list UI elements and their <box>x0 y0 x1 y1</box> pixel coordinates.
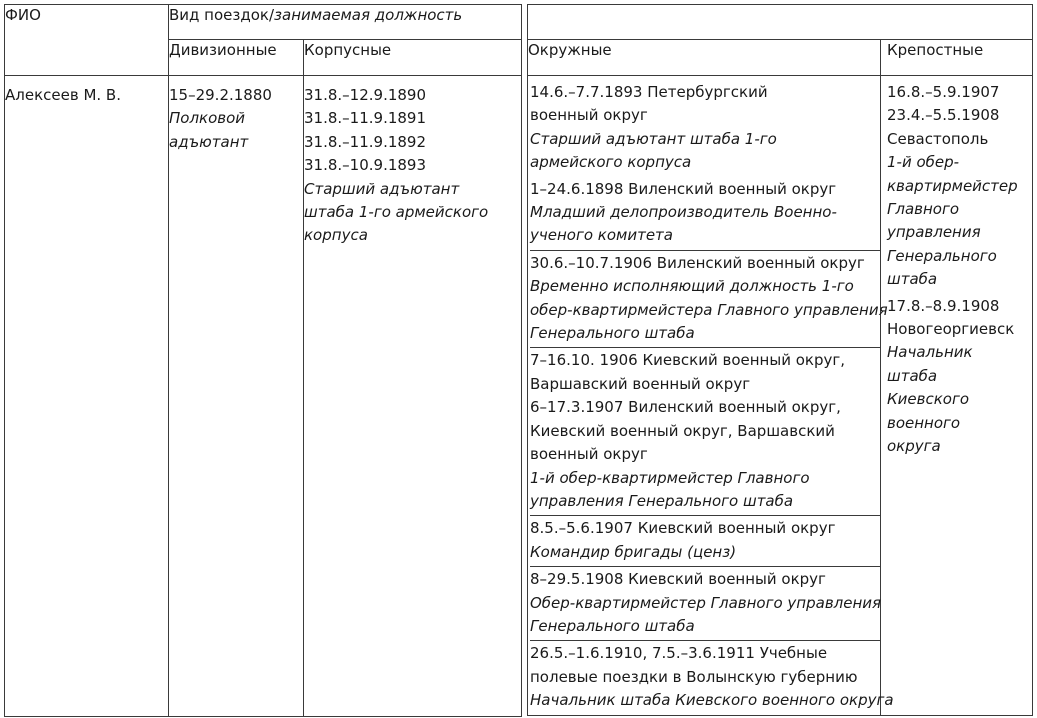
header-empty <box>528 5 1033 40</box>
district-block: 14.6.–7.7.1893 Петербургский военный округ Старший адъютант штаба 1-го армейского корпуса <box>530 83 777 172</box>
cell-corps: 31.8.–12.9.1890 31.8.–11.9.1891 31.8.–11.9.1892 31.8.–10.9.1893 Старший адъютант штаба 1-го армейского корпуса <box>304 76 522 717</box>
header-divisional: Дивизионные <box>169 40 304 76</box>
district-block: 8–29.5.1908 Киевский военный округ Обер-квартирмейстер Главного управления Генерального штаба <box>530 566 880 640</box>
district-block: 8.5.–5.6.1907 Киевский военный округ Командир бригады (ценз) <box>530 515 880 566</box>
header-fortress: Крепостные <box>881 40 1033 76</box>
district-block: 7–16.10. 1906 Киевский военный округ, Варшавский военный округ 6–17.3.1907 Виленский военный округ, Киевский военный округ, Варшавский военный округ 1-й обер-квартирмейстер Главного управления Генерального штаба <box>530 347 880 515</box>
district-block: 26.5.–1.6.1910, 7.5.–3.6.1911 Учебные полевые поездки в Волынскую губернию Начальник штаба Киевского военного округа <box>530 640 880 714</box>
header-corps: Корпусные <box>304 40 522 76</box>
cell-fortress <box>881 76 1033 716</box>
district-block: 30.6.–10.7.1906 Виленский военный округ Временно исполняющий должность 1-го обер-квартирмейстера Главного управления Генерального штаба <box>530 250 880 348</box>
header-district: Окружные <box>528 40 881 76</box>
person-name: Алексеев М. В. <box>5 86 121 104</box>
fortress-block: 17.8.–8.9.1908 Новогеоргиевск Начальник штаба Киевского военного округа <box>887 296 1015 456</box>
district-block: 1–24.6.1898 Виленский военный округ Младший делопроизводитель Военно- ученого комитета <box>530 179 837 245</box>
cell-district <box>528 76 894 716</box>
cell-divisional: 15–29.2.1880 Полковой адъютант <box>169 76 304 717</box>
fortress-block: 16.8.–5.9.1907 23.4.–5.5.1908 Севастополь 1-й обер- квартирмейстер Главного управления Генерального штаба <box>887 83 1018 289</box>
header-trip-type: Вид поездок/занимаемая должность <box>169 5 522 40</box>
header-fio: ФИО <box>5 5 169 76</box>
right-table <box>527 4 1033 716</box>
cell-name <box>5 76 169 717</box>
left-table <box>4 4 522 717</box>
